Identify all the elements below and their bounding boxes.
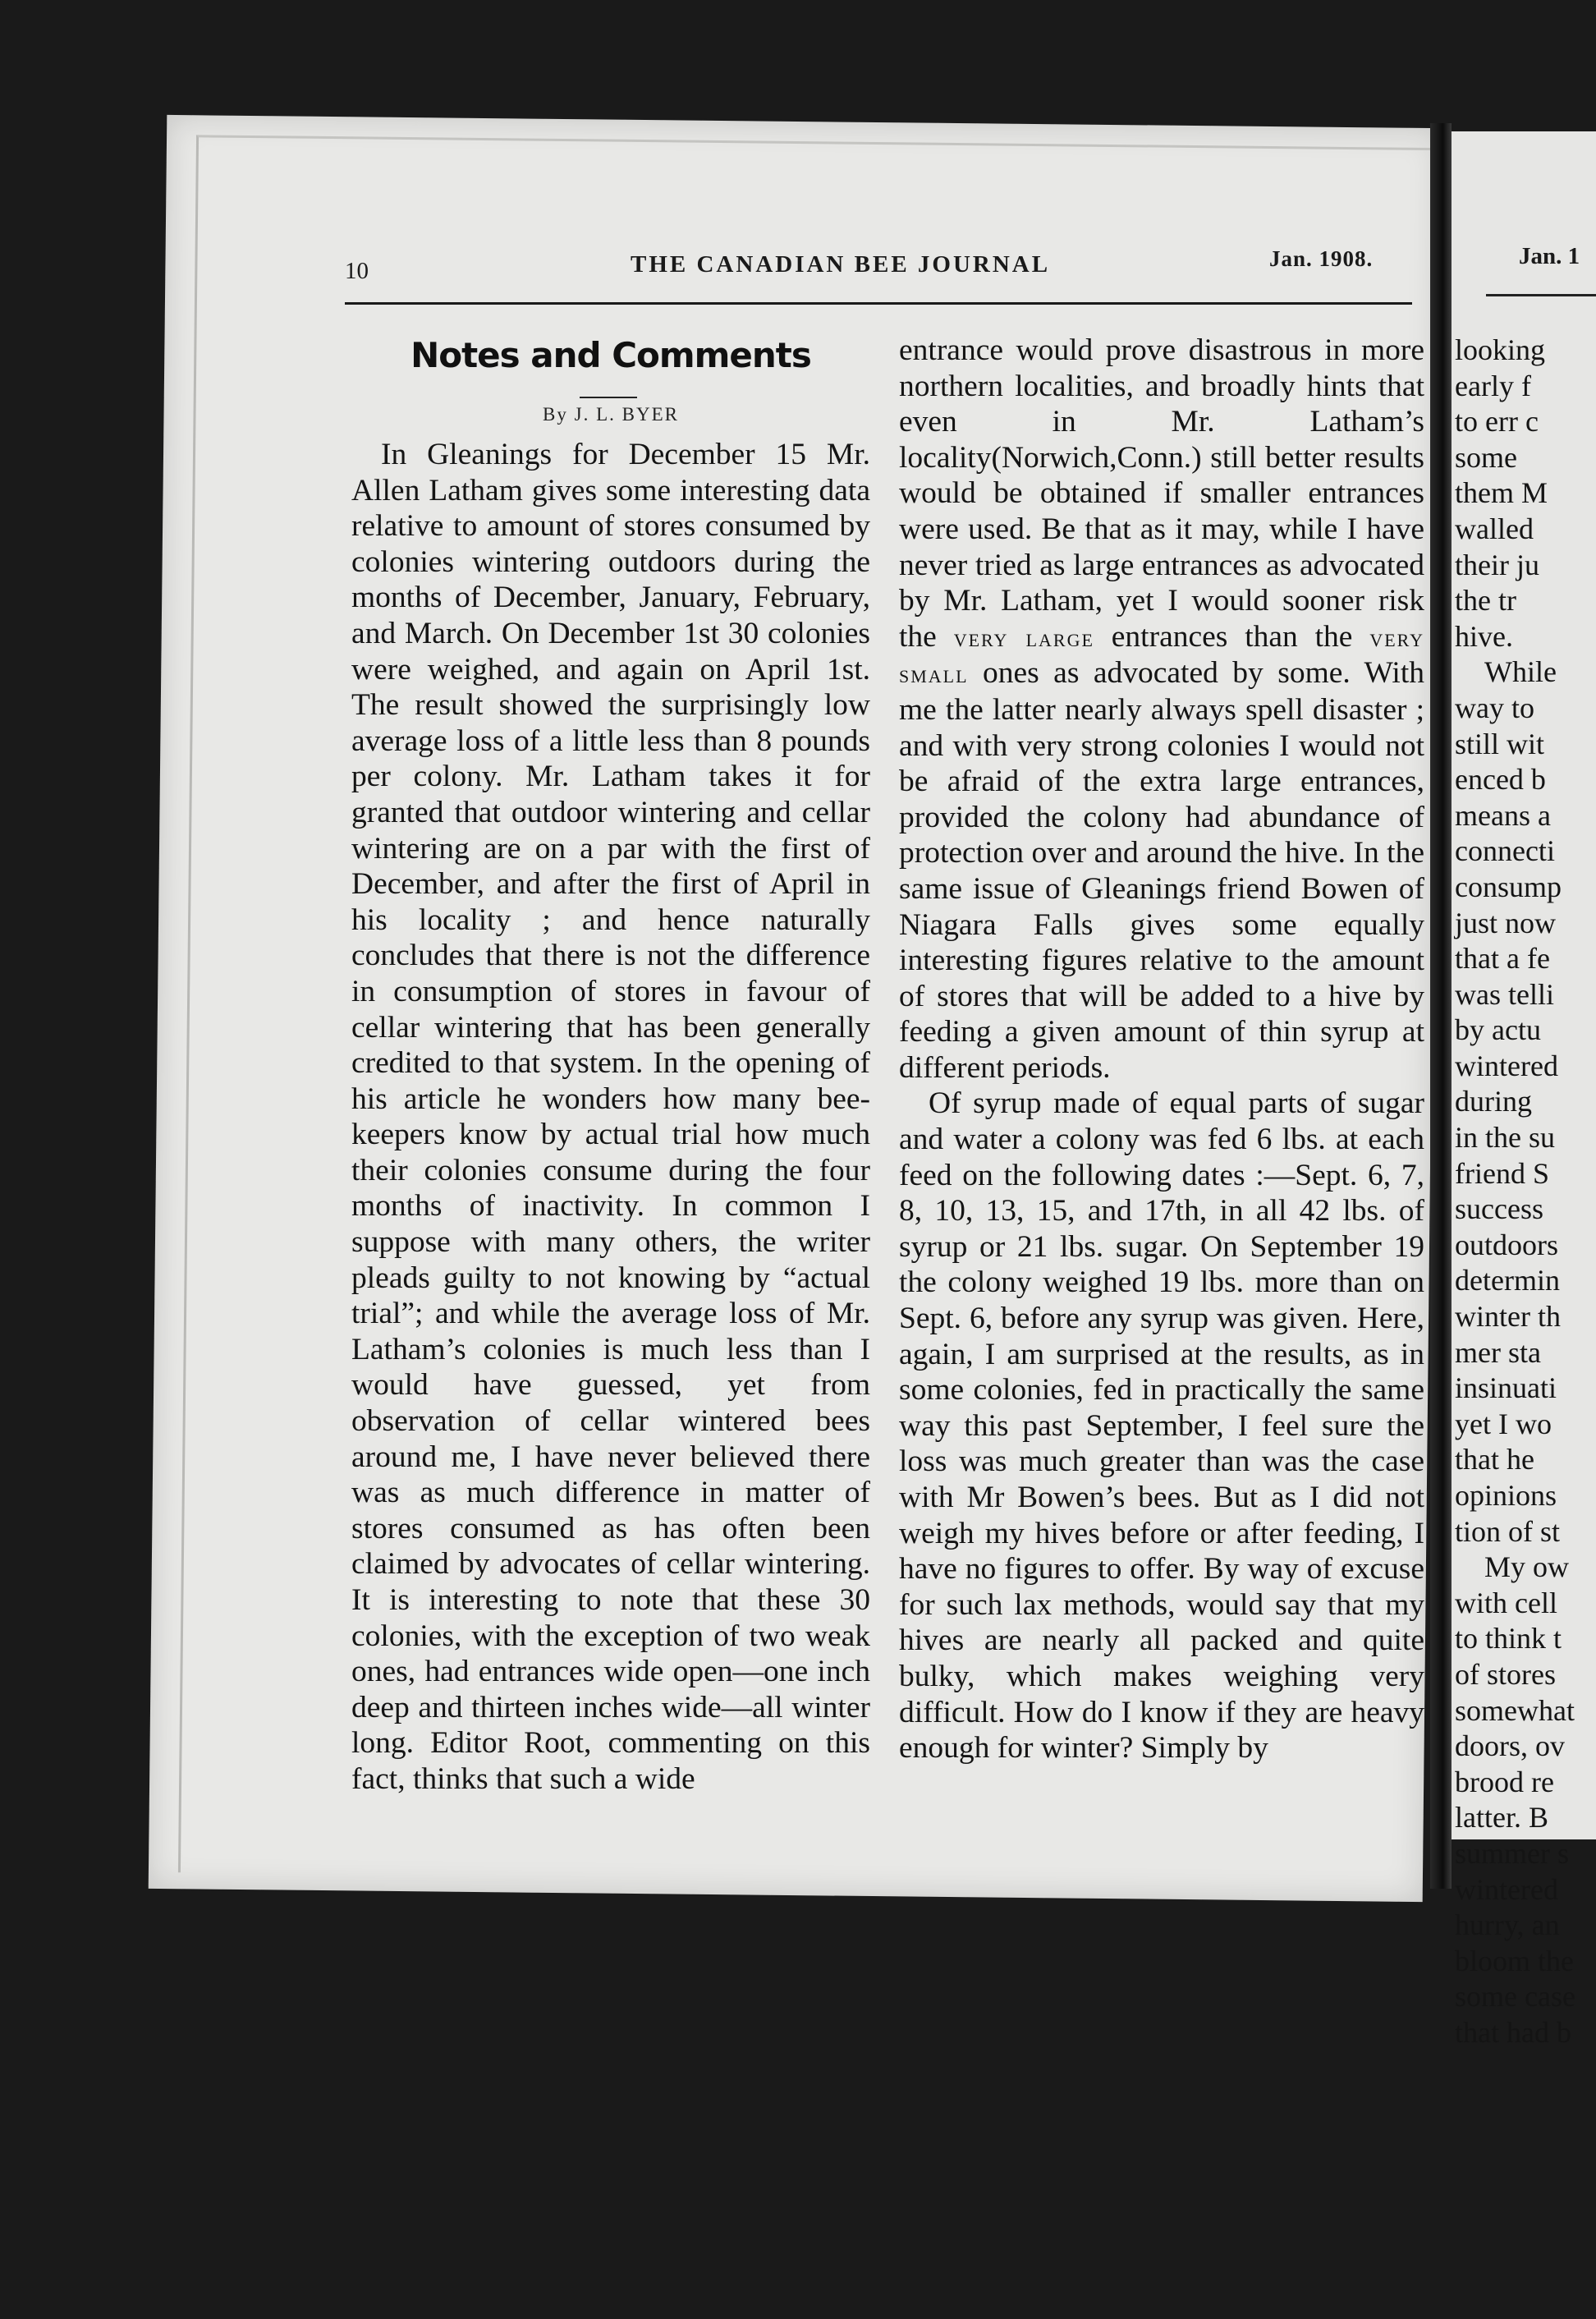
facing-page-line: their ju (1455, 548, 1539, 581)
facing-page-line: bloom the (1455, 1944, 1574, 1977)
facing-page-line: that he (1455, 1443, 1534, 1476)
facing-page-line: looking (1455, 333, 1546, 366)
facing-page-line: of stores (1455, 1657, 1556, 1691)
small-caps-phrase: very large (953, 622, 1094, 652)
facing-page-line: that a fe (1455, 942, 1550, 976)
journal-title: THE CANADIAN BEE JOURNAL (631, 251, 1051, 278)
facing-page-line: doors, ov (1455, 1729, 1565, 1763)
facing-page-line: mer sta (1455, 1335, 1541, 1369)
article-title: Notes and Comments (410, 335, 811, 375)
article-column-1 (351, 437, 870, 1798)
paragraph-text: ones as advocated by some. With me the latter nearly always spell disaster ; and with very strong colonies I would not be afraid of the extra large entrances, provided the colony had abundance of protection over and around the hive. In the same issue of Gleanings friend Bowen of Niagara Falls gives some equally interesting figures relative to the amount of stores that will be added to a hive by feeding a given amount of thin syrup at different periods. (899, 656, 1424, 1085)
facing-page-line: to err c (1455, 405, 1539, 439)
facing-page-line: somewhat (1455, 1693, 1575, 1727)
facing-page-line: some case (1455, 1980, 1575, 2014)
article-column-2 (899, 333, 1424, 1766)
facing-page-line: in the su (1455, 1121, 1555, 1155)
facing-page-line: latter. B (1455, 1801, 1548, 1835)
facing-page-line: just now (1455, 906, 1557, 939)
facing-page-line: summer s (1455, 1836, 1569, 1870)
header-rule (345, 302, 1412, 305)
facing-page-line: them M (1455, 476, 1548, 510)
facing-page-text (1455, 333, 1596, 2051)
facing-page-line: While (1484, 655, 1557, 689)
facing-page-line: way to (1455, 691, 1534, 724)
facing-page-line: some (1455, 440, 1517, 474)
facing-page-line: wintered (1455, 1872, 1558, 1906)
book-gutter (1430, 123, 1452, 1889)
title-rule (580, 397, 637, 398)
facing-page-line: still wit (1455, 727, 1545, 760)
facing-page-line: friend S (1455, 1156, 1549, 1190)
facing-page-line: with cell (1455, 1586, 1557, 1619)
issue-date: Jan. 1908. (1269, 246, 1374, 271)
facing-page-line: enced b (1455, 763, 1546, 797)
facing-page-line: hive. (1455, 619, 1513, 653)
running-head (345, 243, 1412, 284)
facing-page-line: hurry, an (1455, 1908, 1560, 1942)
facing-page-head: Jan. 1 (1519, 243, 1580, 269)
facing-page-line: by actu (1455, 1013, 1541, 1047)
facing-page-line: consump (1455, 870, 1562, 903)
facing-page-line: yet I wo (1455, 1407, 1552, 1440)
facing-page-line: wintered (1455, 1049, 1558, 1082)
article-byline: By J. L. BYER (543, 404, 679, 425)
facing-page-line: that had b (1455, 2015, 1571, 2049)
facing-page-line: was telli (1455, 977, 1554, 1011)
page-number: 10 (345, 258, 369, 284)
article-paragraph-continued (899, 333, 1424, 1086)
facing-page-line: to think t (1455, 1622, 1562, 1655)
facing-page-line: walled (1455, 512, 1534, 545)
facing-page-line: connecti (1455, 834, 1555, 868)
facing-page-line: insinuati (1455, 1371, 1557, 1405)
facing-page-line: opinions (1455, 1479, 1557, 1512)
facing-header-rule (1486, 294, 1596, 296)
facing-page-line: determin (1455, 1264, 1560, 1297)
facing-page-line: success (1455, 1192, 1543, 1226)
facing-page-line: tion of st (1455, 1514, 1561, 1548)
paragraph-text: entrances than the (1111, 619, 1353, 654)
facing-page-line: brood re (1455, 1765, 1554, 1798)
facing-page-line: winter th (1455, 1300, 1561, 1334)
facing-page-line: early f (1455, 369, 1531, 402)
facing-page-line: the tr (1455, 584, 1516, 618)
small-caps-phrase: very small (899, 622, 1424, 689)
article-paragraph: Of syrup made of equal parts of sugar and water a colony was fed 6 lbs. at each feed on the following dates :—Sept. 6, 7, 8, 10, 13, 15, and 17th, in all 42 lbs. of syrup or 21 lbs. sugar. On September 19 the colony weighed 19 lbs. more than on Sept. 6, before any syrup was given. Here, again, I am surprised at the results, as in some colonies, fed in practically the same way this past September, I feel sure the loss was much greater than was the case with Mr Bowen’s bees. But as I did not weigh my hives before or after feeding, I have no figures to offer. By way of excuse for such lax methods, would say that my hives are nearly all packed and quite bulky, which makes weighing very difficult. How do I know if they are heavy enough for winter? Simply by (899, 1086, 1424, 1766)
facing-page-line: during (1455, 1085, 1532, 1118)
paragraph-text: entrance would prove disastrous in more northern localities, and broadly hints that even in Mr. Latham’s locality(Norwich,Conn.) still better results would be obtained if smaller entrances were used. Be that as it may, while I have never tried as large entrances as advocated by Mr. Latham, yet I would sooner risk the (899, 333, 1424, 654)
article-paragraph: In Gleanings for December 15 Mr. Allen Latham gives some interesting data relative to amount of stores consumed by colonies wintering outdoors during the months of December, January, February, and March. On December 1st 30 colonies were weighed, and again on April 1st. The result showed the surprisingly low average loss of a little less than 8 pounds per colony. Mr. Latham takes it for granted that outdoor wintering and cellar wintering are on a par with the first of December, and after the first of April in his locality ; and hence naturally concludes that there is not the difference in consumption of stores in favour of cellar wintering that has been generally credited to that system. In the opening of his article he wonders how many bee-keepers know by actual trial how much their colonies consume during the four months of inactivity. In common I suppose with many others, the writer pleads guilty to not knowing by “actual trial”; and while the average loss of Mr. Latham’s colonies is much less than I would have guessed, yet from observation of cellar wintered bees around me, I have never believed there was as much difference in matter of stores consumed as has often been claimed by advocates of cellar wintering. It is interesting to note that these 30 colonies, with the exception of two weak ones, had entrances wide open—one inch deep and thirteen inches wide—all winter long. Editor Root, commenting on this fact, thinks that such a wide (351, 438, 870, 1796)
facing-page-line: outdoors (1455, 1228, 1558, 1261)
facing-page-line: My ow (1484, 1550, 1570, 1584)
facing-page-line: means a (1455, 798, 1551, 832)
